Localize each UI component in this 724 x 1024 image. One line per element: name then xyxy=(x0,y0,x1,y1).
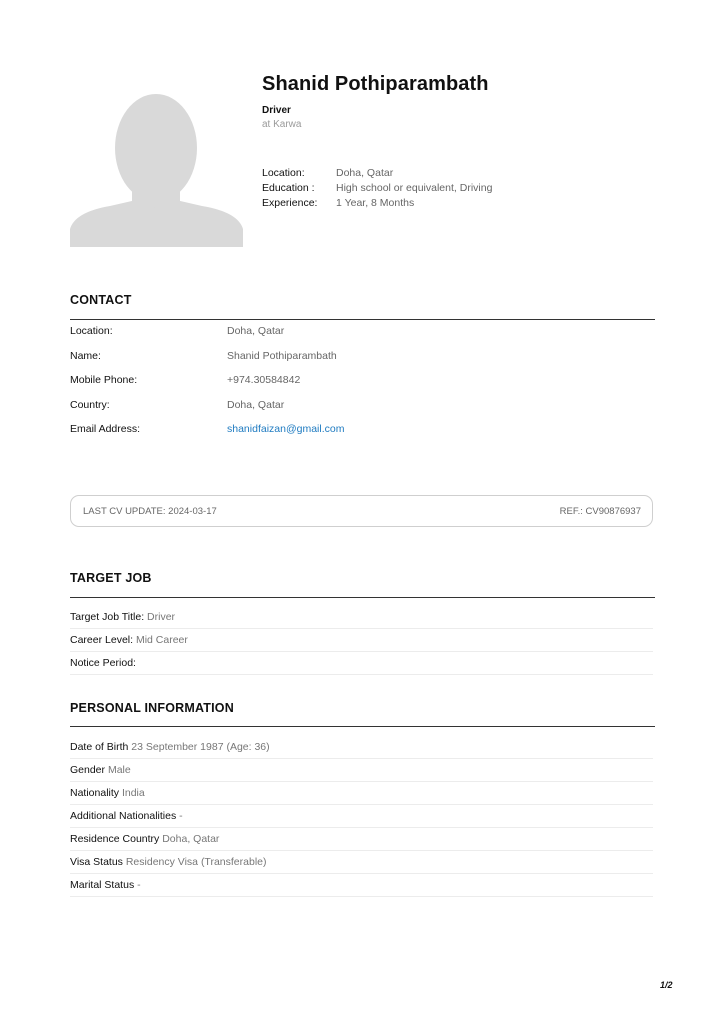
section-divider xyxy=(70,319,655,320)
current-job-title: Driver xyxy=(262,105,291,116)
current-company: at Karwa xyxy=(262,119,302,130)
summary-value: Doha, Qatar xyxy=(336,167,394,179)
field-value: Male xyxy=(107,764,131,776)
contact-row xyxy=(70,321,655,346)
profile-summary xyxy=(262,166,492,211)
field-value: Residency Visa (Transferable) xyxy=(125,856,267,868)
contact-list xyxy=(70,321,655,444)
cv-update-box xyxy=(70,495,653,527)
field-label: Target Job Title: xyxy=(70,611,145,623)
profile-photo-placeholder xyxy=(70,86,243,247)
cv-reference: REF.: CV90876937 xyxy=(559,506,641,517)
contact-label: Mobile Phone: xyxy=(70,374,138,386)
contact-row xyxy=(70,346,655,371)
target-job-list xyxy=(70,606,653,675)
section-divider xyxy=(70,726,655,727)
field-label: Career Level: xyxy=(70,634,134,646)
contact-row xyxy=(70,370,655,395)
field-label: Marital Status xyxy=(70,879,135,891)
contact-value: Doha, Qatar xyxy=(227,325,285,337)
list-item xyxy=(70,828,653,851)
list-item xyxy=(70,805,653,828)
field-value: Doha, Qatar xyxy=(162,833,220,845)
list-item xyxy=(70,652,653,675)
summary-row xyxy=(262,196,492,211)
field-value: 23 September 1987 (Age: 36) xyxy=(131,741,270,753)
contact-section-title: CONTACT xyxy=(70,293,132,307)
list-item xyxy=(70,629,653,652)
contact-label: Name: xyxy=(70,349,101,362)
contact-label: Email Address: xyxy=(70,423,141,435)
contact-value: +974.30584842 xyxy=(227,374,301,386)
contact-row xyxy=(70,419,655,444)
field-value: - xyxy=(179,810,183,822)
target-job-section-title: TARGET JOB xyxy=(70,571,152,585)
field-label: Visa Status xyxy=(70,856,123,868)
summary-label: Experience: xyxy=(262,197,318,209)
list-item xyxy=(70,782,653,805)
field-value: - xyxy=(137,879,141,891)
personal-info-section-title: PERSONAL INFORMATION xyxy=(70,701,234,715)
summary-row xyxy=(262,181,492,196)
candidate-name: Shanid Pothiparambath xyxy=(262,73,489,95)
field-label: Nationality xyxy=(70,787,120,799)
list-item xyxy=(70,606,653,629)
list-item xyxy=(70,851,653,874)
contact-row xyxy=(70,395,655,420)
field-label: Gender xyxy=(70,764,106,776)
field-value: Mid Career xyxy=(135,634,188,646)
personal-info-list xyxy=(70,736,653,897)
contact-label: Country: xyxy=(70,398,110,411)
summary-row xyxy=(262,166,492,181)
list-item xyxy=(70,759,653,782)
list-item xyxy=(70,874,653,897)
last-cv-update: LAST CV UPDATE: 2024-03-17 xyxy=(83,506,217,517)
page-number: 1/2 xyxy=(660,980,673,990)
field-label: Notice Period: xyxy=(70,657,136,669)
person-silhouette-icon xyxy=(70,86,243,247)
summary-label: Education : xyxy=(262,182,315,194)
summary-value: High school or equivalent, Driving xyxy=(336,182,493,194)
summary-label: Location: xyxy=(262,167,305,179)
email-link[interactable]: shanidfaizan@gmail.com xyxy=(227,423,345,435)
field-value: India xyxy=(121,787,145,799)
list-item xyxy=(70,736,653,759)
contact-value: Doha, Qatar xyxy=(227,398,285,411)
section-divider xyxy=(70,597,655,598)
field-label: Residence Country xyxy=(70,833,160,845)
summary-value: 1 Year, 8 Months xyxy=(336,197,415,209)
contact-label: Location: xyxy=(70,325,113,337)
contact-value: Shanid Pothiparambath xyxy=(227,349,337,362)
field-value: Driver xyxy=(147,611,176,623)
field-label: Date of Birth xyxy=(70,741,129,753)
field-label: Additional Nationalities xyxy=(70,810,177,822)
